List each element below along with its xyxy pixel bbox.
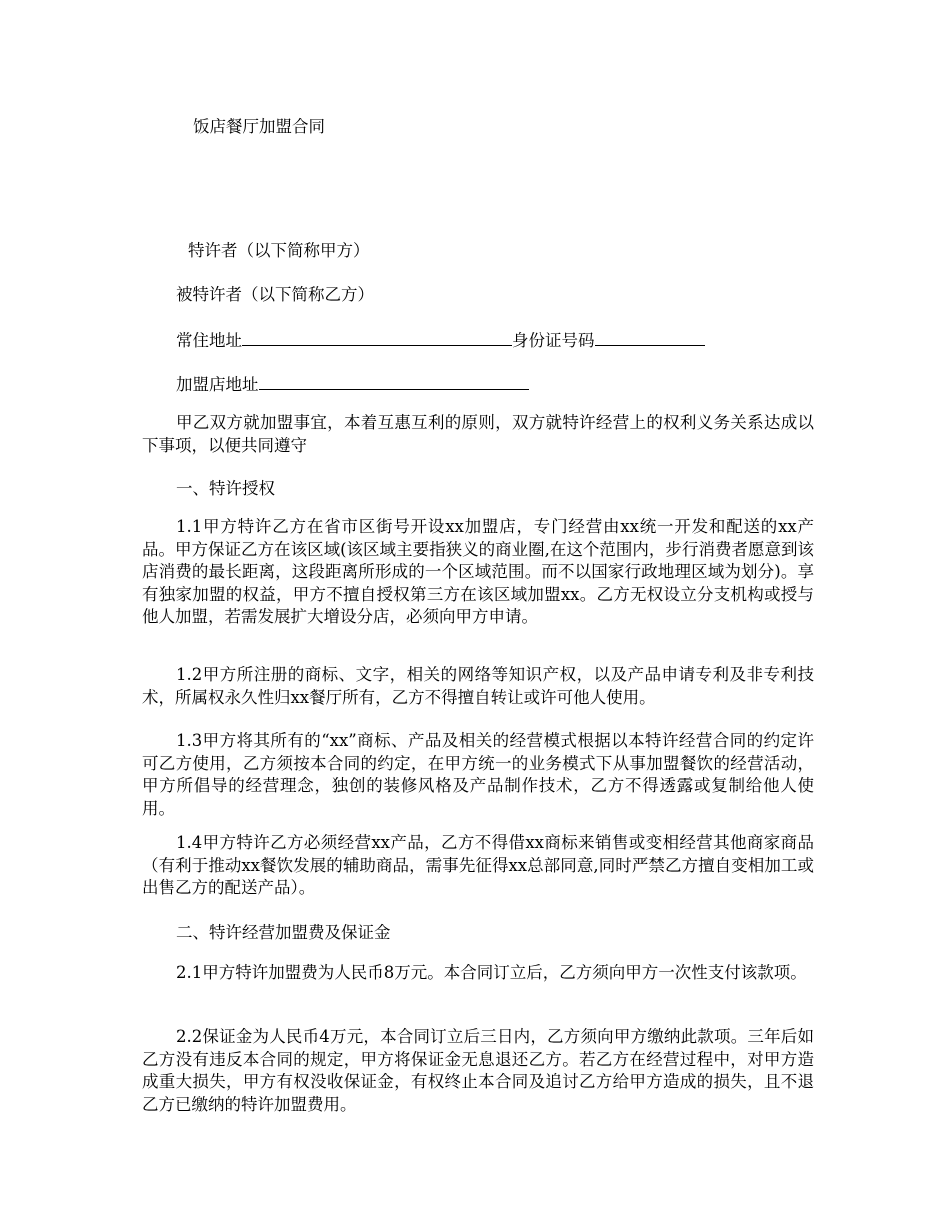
clause-2-2: 2.2保证金为人民币4万元，本合同订立后三日内，乙方须向甲方缴纳此款项。三年后如乙方没有违反本合同的规定，甲方将保证金无息退还乙方。若乙方在经营过程中，对甲方造成重大损失，甲方有权没收保证金，有权终止本合同及追讨乙方给甲方造成的损失，且不退乙方已缴纳的特许加盟费用。: [142, 1027, 814, 1114]
party-a-label: 特许者（以下简称甲方）: [188, 241, 370, 260]
clause-1-2: 1.2甲方所注册的商标、文字，相关的网络等知识产权，以及产品申请专利及非专利技术，所属权永久性归xx餐厅所有，乙方不得擅自转让或许可他人使用。: [142, 665, 814, 707]
address-row: [176, 328, 705, 352]
clause-1-4: 1.4甲方特许乙方必须经营xx产品，乙方不得借xx商标来销售或变相经营其他商家商品（有利于推动xx餐饮发展的辅助商品，需事先征得xx总部同意,同时严禁乙方擅自变相加工或出售乙方的配送产品）。: [142, 833, 814, 897]
address-blank: [242, 328, 512, 346]
id-number-blank: [595, 328, 705, 346]
clause-1-1: 1.1甲方特许乙方在省市区街号开设xx加盟店，专门经营由xx统一开发和配送的xx产品。甲方保证乙方在该区域(该区域主要指狭义的商业圈,在这个范围内，步行消费者愿意到该店消费的最长距离，这段距离所形成的一个区域范围。而不以国家行政地理区域为划分)。享有独家加盟的权益，甲方不擅自授权第三方在该区域加盟xx。乙方无权设立分支机构或授与他人加盟，若需发展扩大增设分店，必须向甲方申请。: [142, 517, 814, 626]
address-label: 常住地址: [176, 331, 242, 350]
id-number-label: 身份证号码: [512, 331, 595, 350]
intro-paragraph: 甲乙双方就加盟事宜，本着互惠互利的原则，双方就特许经营上的权利义务关系达成以下事项，以便共同遵守: [142, 413, 814, 455]
store-address-blank: [259, 372, 529, 390]
section-1-heading: 一、特许授权: [176, 479, 275, 498]
clause-1-3: 1.3甲方将其所有的“xx”商标、产品及相关的经营模式根据以本特许经营合同的约定许可乙方使用，乙方须按本合同的约定，在甲方统一的业务模式下从事加盟餐饮的经营活动，甲方所倡导的经营理念，独创的装修风格及产品制作技术，乙方不得透露或复制给他人使用。: [142, 731, 814, 818]
party-b-label: 被特许者（以下简称乙方）: [176, 285, 374, 304]
store-address-row: [176, 372, 529, 396]
section-2-heading: 二、特许经营加盟费及保证金: [176, 923, 391, 942]
clause-2-1: 2.1甲方特许加盟费为人民币8万元。本合同订立后，乙方须向甲方一次性支付该款项。: [176, 963, 807, 982]
document-title: 饭店餐厅加盟合同: [193, 117, 325, 136]
store-address-label: 加盟店地址: [176, 375, 259, 394]
